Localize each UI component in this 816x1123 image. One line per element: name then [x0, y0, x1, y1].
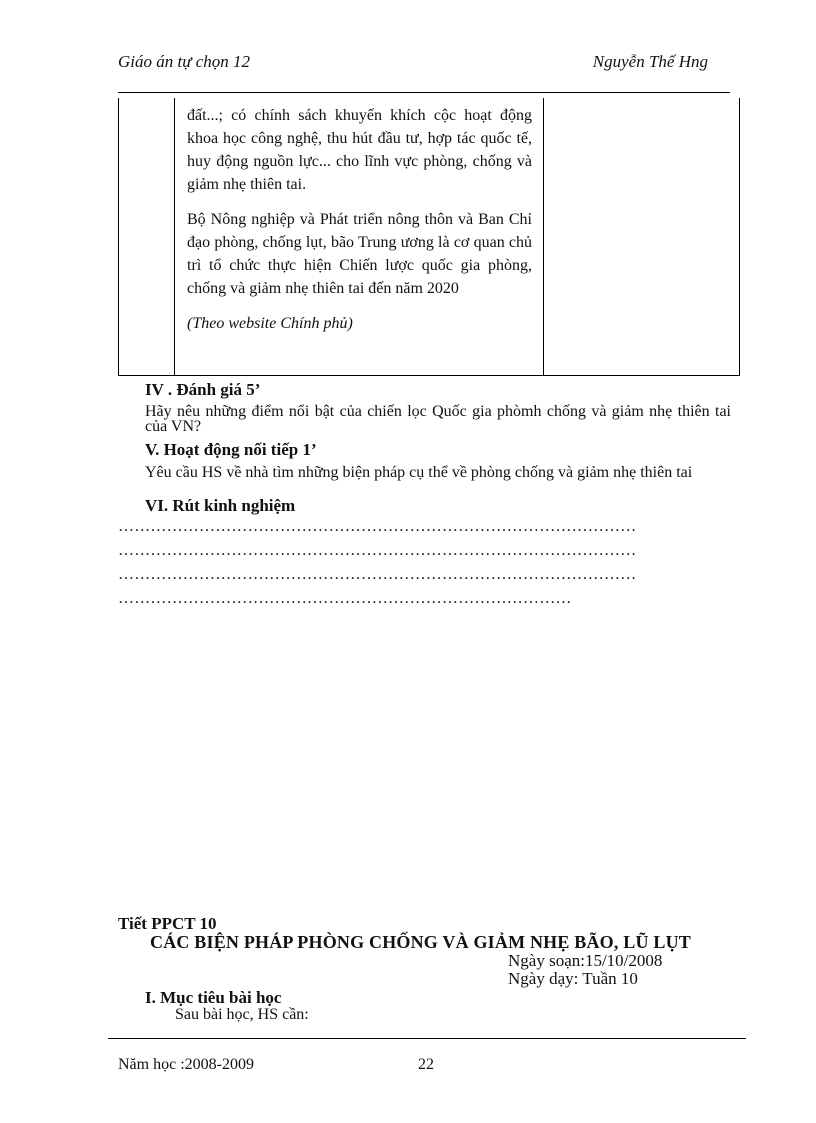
- dotted-line: …………………………………………………………………………: [118, 590, 572, 607]
- cell-paragraph-2: Bộ Nông nghiệp và Phát triển nông thôn và Ban Chỉ đạo phòng, chống lụt, bão Trung ương là cơ quan chủ trì tổ chức thực hiện Chiến lược quốc gia phòng, chống và giảm nhẹ thiên tai đến năm 2020: [187, 211, 532, 297]
- header-right: Nguyễn Thế Hng: [592, 52, 708, 71]
- dotted-line: ……………………………………………………………………………………: [118, 566, 637, 583]
- section-vi-heading: VI. Rút kinh nghiệm: [145, 496, 296, 515]
- footer-rule: [108, 1038, 746, 1039]
- lesson-title: CÁC BIỆN PHÁP PHÒNG CHỐNG VÀ GIẢM NHẸ BÃO, LŨ LỤT: [150, 932, 692, 952]
- header-rule: [118, 92, 730, 93]
- dotted-line: ……………………………………………………………………………………: [118, 542, 637, 559]
- table-column-divider: [543, 98, 544, 375]
- lesson-period: Tiết PPCT 10: [118, 914, 217, 933]
- cell-source: (Theo website Chính phủ): [187, 315, 353, 332]
- date-prepared: Ngày soạn:15/10/2008: [508, 951, 663, 970]
- header-left: Giáo án tự chọn 12: [118, 52, 251, 71]
- page-number: 22: [418, 1056, 434, 1073]
- table-cell-text: [187, 104, 532, 347]
- section-v-heading: V. Hoạt động nối tiếp 1’: [145, 440, 317, 459]
- objectives-intro: Sau bài học, HS cần:: [175, 1006, 309, 1023]
- footer-school-year: Năm học :2008-2009: [118, 1056, 254, 1073]
- content-table: [118, 98, 740, 376]
- cell-paragraph-1: đất...; có chính sách khuyến khích cộc hoạt động khoa học công nghệ, thu hút đầu tư, hợp tác quốc tế, huy động nguồn lực... cho lĩnh vực phòng, chống và giảm nhẹ thiên tai.: [187, 107, 532, 193]
- objectives-heading: I. Mục tiêu bài học: [145, 988, 282, 1007]
- date-taught: Ngày dạy: Tuần 10: [508, 969, 638, 988]
- table-column-divider: [174, 98, 175, 375]
- section-v-text: Yêu cầu HS về nhà tìm những biện pháp cụ thể về phòng chống và giảm nhẹ thiên tai: [145, 464, 693, 481]
- section-iv-text: Hãy nêu những điểm nổi bật của chiến lọc Quốc gia phòmh chống và giảm nhẹ thiên tai của VN?: [145, 403, 731, 435]
- section-iv-heading: IV . Đánh giá 5’: [145, 380, 261, 399]
- dotted-line: ……………………………………………………………………………………: [118, 518, 637, 535]
